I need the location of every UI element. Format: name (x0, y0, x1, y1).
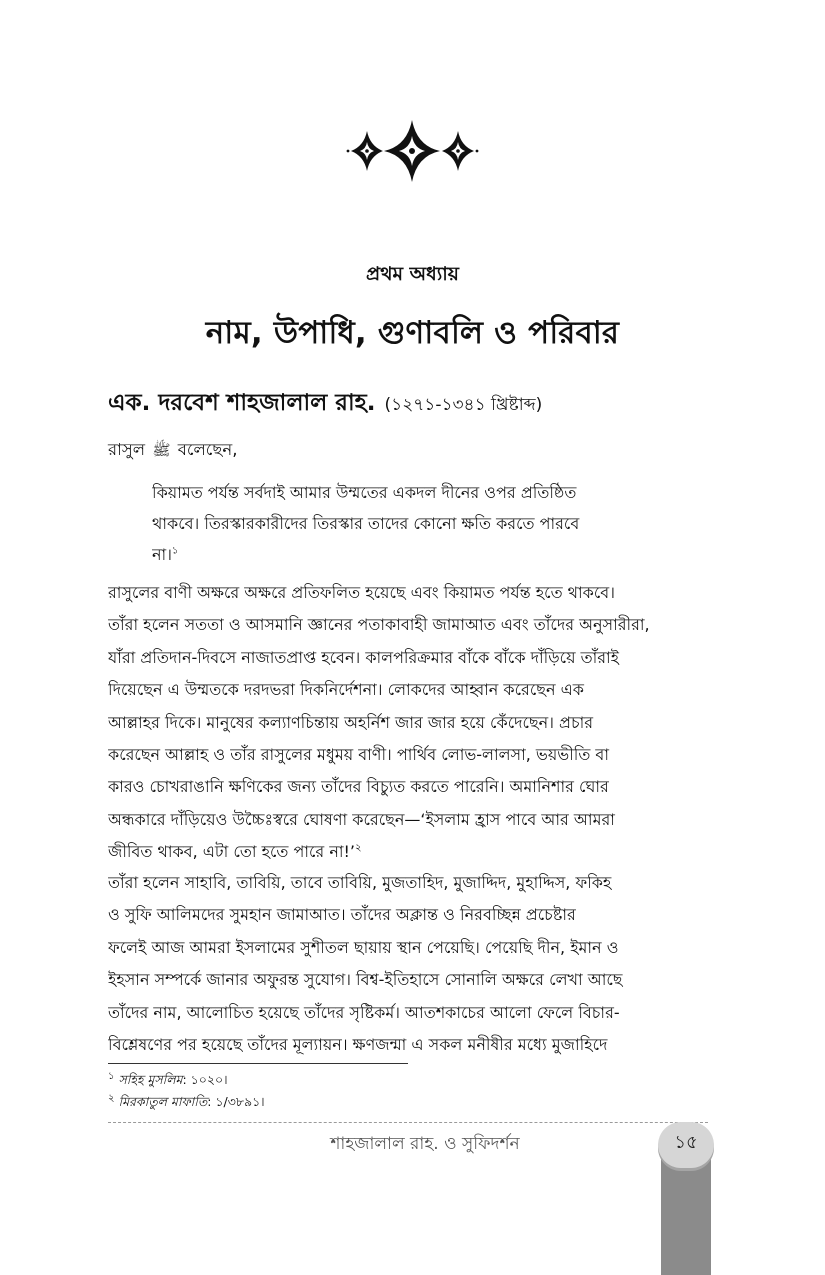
footnote-mark: ২ (108, 1092, 115, 1104)
section-heading-title: এক. দরবেশ শাহজালাল রাহ. (108, 390, 376, 416)
paragraph-line: কারও চোখরাঙানি ক্ষণিকের জন্য তাঁদের বিচ্যুত করতে পারেনি। অমানিশার ঘোর (108, 777, 609, 797)
section-heading (108, 384, 728, 423)
footnote-ref: ২ (355, 842, 362, 854)
footnote-source: সহিহ মুসলিম (118, 1072, 183, 1087)
intro-prefix: রাসুল (108, 440, 146, 459)
paragraph-line: যাঁরা প্রতিদান-দিবসে নাজাতপ্রাপ্ত হবেন। কালপরিক্রমার বাঁকে বাঁকে দাঁড়িয়ে তাঁরাই (108, 647, 620, 667)
paragraph-line: তাঁদের নাম, আলোচিত হয়েছে তাঁদের সৃষ্টিকর্ম। আতশকাচের আলো ফেলে বিচার- (108, 1002, 620, 1022)
footnote-ref-number: : ১/৩৮৯১। (207, 1094, 265, 1109)
paragraph-line: ইহসান সম্পর্কে জানার অফুরন্ত সুযোগ। বিশ্ব-ইতিহাসে সোনালি অক্ষরে লেখা আছে (108, 970, 623, 990)
paragraph-line: তাঁরা হলেন সাহাবি, তাবিয়ি, তাবে তাবিয়ি, মুজতাহিদ, মুজাদ্দিদ, মুহাদ্দিস, ফকিহ (108, 873, 612, 892)
footnote-source: মিরকাতুল মাফাতি (118, 1094, 208, 1109)
paragraph-line: আল্লাহর দিকে। মানুষের কল্যাণচিন্তায় অহর্নিশ জার জার হয়ে কেঁদেছেন। প্রচার (108, 712, 594, 732)
section-heading-years: (১২৭১-১৩৪১ খ্রিষ্টাব্দ) (384, 395, 543, 415)
paragraph-line: অন্ধকারে দাঁড়িয়েও উচ্চৈঃস্বরে ঘোষণা করেছেন—‘ইসলাম হ্রাস পাবে আর আমরা (108, 809, 615, 829)
chapter-label: প্রথম অধ্যায় (366, 263, 459, 285)
footnote-1 (108, 1072, 228, 1092)
intro-line (108, 437, 238, 464)
body-paragraph-1 (108, 577, 718, 869)
paragraph-line: জীবিত থাকব, এটা তো হতে পারে না!’$^২$ (108, 842, 362, 862)
star-ornament-icon (345, 118, 480, 184)
paragraph-line: রাসুলের বাণী অক্ষরে অক্ষরে প্রতিফলিত হয়েছে এবং কিয়ামত পর্যন্ত হতে থাকবে। (108, 583, 615, 602)
footnote-ref: ১ (171, 545, 179, 557)
quote-line: থাকবে। তিরস্কারকারীদের তিরস্কার তাদের কোনো ক্ষতি করতে পারবে (152, 514, 580, 533)
paragraph-line: ফলেই আজ আমরা ইসলামের সুশীতল ছায়ায় স্থান পেয়েছি। পেয়েছি দীন, ইমান ও (108, 937, 619, 957)
quote-line: কিয়ামত পর্যন্ত সর্বদাই আমার উম্মতের একদল দীনের ওপর প্রতিষ্ঠিত (152, 483, 577, 502)
quote-line: না।$^১$ (152, 545, 179, 564)
footnote-ref-number: : ১০২০। (182, 1072, 228, 1087)
footnote-mark: ১ (108, 1070, 115, 1082)
footer-divider (108, 1122, 708, 1123)
body-paragraph-2 (108, 867, 718, 1061)
footnote-2 (108, 1094, 265, 1114)
running-title: শাহজালাল রাহ. ও সুফিদর্শন (330, 1134, 520, 1154)
footnote-divider (108, 1063, 408, 1064)
chapter-title: নাম, উপাধি, গুণাবলি ও পরিবার (205, 315, 620, 351)
paragraph-line: ও সুফি আলিমদের সুমহান জামাআত। তাঁদের অক্লান্ত ও নিরবচ্ছিন্ন প্রচেষ্টার (108, 905, 576, 925)
paragraph-line: দিয়েছেন এ উম্মতকে দরদভরা দিকনির্দেশনা। লোকদের আহ্বান করেছেন এক (108, 680, 584, 700)
hadith-quote (152, 477, 674, 570)
paragraph-line: বিশ্লেষণের পর হয়েছে তাঁদের মূল্যায়ন। ক্ষণজন্মা এ সকল মনীষীর মধ্যে মুজাহিদে (108, 1035, 608, 1055)
intro-suffix: বলেছেন, (177, 440, 238, 459)
salawat-icon: ﷺ (152, 441, 171, 459)
page-number: ১৫ (674, 1132, 698, 1153)
paragraph-line: করেছেন আল্লাহ ও তাঁর রাসুলের মধুময় বাণী। পার্থিব লোভ-লালসা, ভয়ভীতি বা (108, 745, 609, 765)
paragraph-line: তাঁরা হলেন সততা ও আসমানি জ্ঞানের পতাকাবাহী জামাআত এবং তাঁদের অনুসারীরা, (108, 615, 650, 635)
